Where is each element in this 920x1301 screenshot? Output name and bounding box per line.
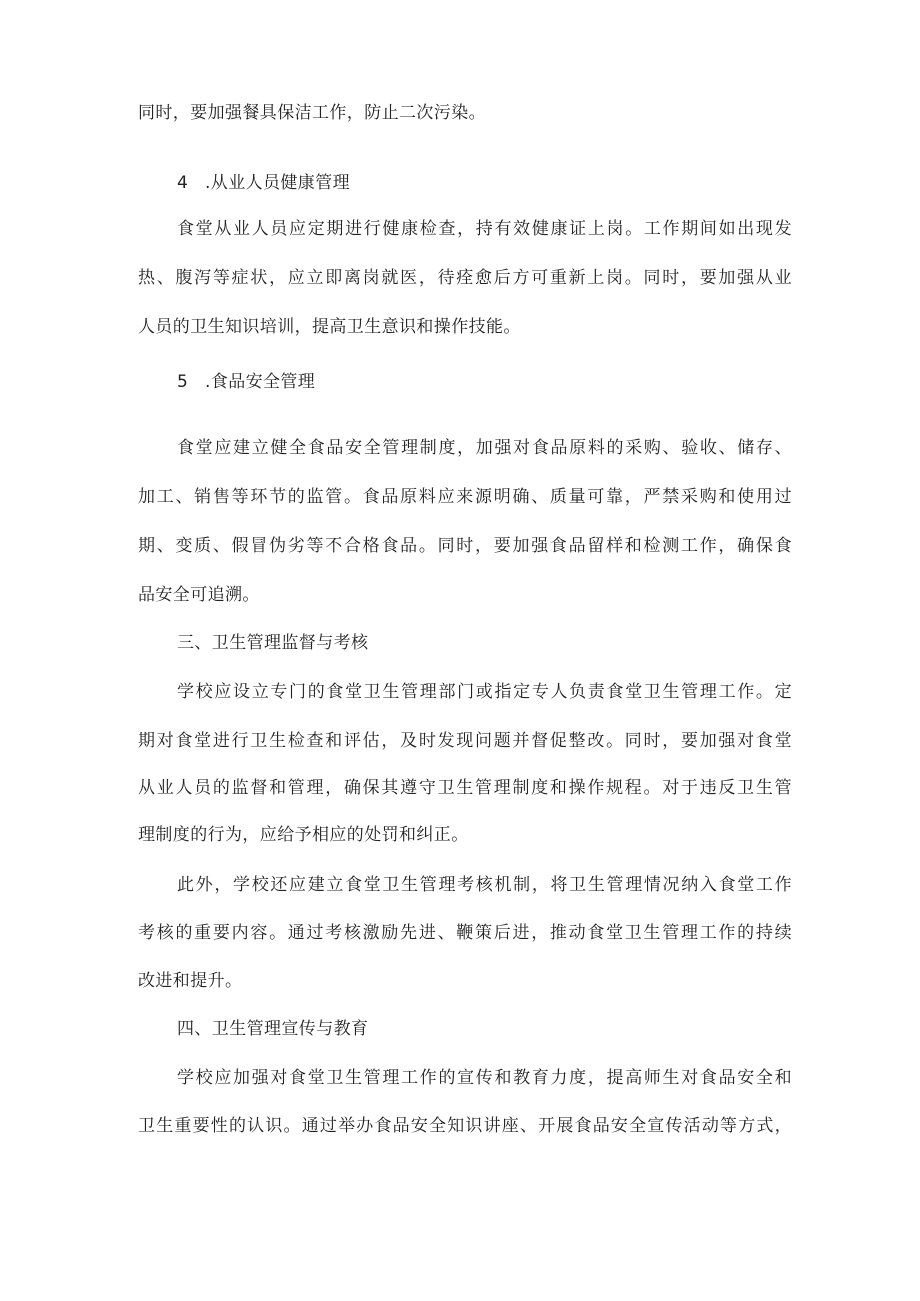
- paragraph-line: 期、变质、假冒伪劣等不合格食品。同时，要加强食品留样和检测工作，确保食: [138, 536, 792, 556]
- paragraph-line: 卫生重要性的认识。通过举办食品安全知识讲座、开展食品安全宣传活动等方式，: [138, 1116, 792, 1136]
- paragraph-line: 学校应加强对食堂卫生管理工作的宣传和教育力度，提高师生对食品安全和: [177, 1068, 792, 1088]
- paragraph-line: 人员的卫生知识培训，提高卫生意识和操作技能。: [138, 317, 521, 337]
- part-heading-3: 三、卫生管理监督与考核: [177, 633, 369, 653]
- part-heading-4: 四、卫生管理宣传与教育: [177, 1019, 369, 1039]
- paragraph-line: 理制度的行为，应给予相应的处罚和纠正。: [138, 825, 469, 845]
- paragraph-line: 食堂应建立健全食品安全管理制度，加强对食品原料的采购、验收、储存、: [177, 438, 792, 458]
- paragraph-line: 加工、销售等环节的监管。食品原料应来源明确、质量可靠，严禁采购和使用过: [138, 487, 792, 507]
- paragraph-line: 期对食堂进行卫生检查和评估，及时发现问题并督促整改。同时，要加强对食堂: [138, 731, 792, 751]
- section-title: .食品安全管理: [205, 372, 316, 392]
- paragraph-line: 从业人员的监督和管理，确保其遵守卫生管理制度和操作规程。对于违反卫生管: [138, 778, 792, 798]
- paragraph-line: 考核的重要内容。通过考核激励先进、鞭策后进，推动食堂卫生管理工作的持续: [138, 923, 792, 943]
- paragraph-line: 改进和提升。: [138, 971, 243, 991]
- paragraph-line: 热、腹泻等症状，应立即离岗就医，待痊愈后方可重新上岗。同时，要加强从业: [138, 268, 792, 288]
- section-number: 5: [177, 372, 189, 392]
- paragraph-line: 此外，学校还应建立食堂卫生管理考核机制，将卫生管理情况纳入食堂工作: [177, 875, 792, 895]
- section-heading-4: [177, 171, 350, 195]
- paragraph-line: 食堂从业人员应定期进行健康检查，持有效健康证上岗。工作期间如出现发: [177, 219, 792, 239]
- paragraph-line: 学校应设立专门的食堂卫生管理部门或指定专人负责食堂卫生管理工作。定: [177, 682, 792, 702]
- section-number: 4: [177, 173, 189, 193]
- paragraph-line: 品安全可追溯。: [138, 585, 260, 605]
- section-heading-5: [177, 370, 315, 394]
- section-title: .从业人员健康管理: [205, 173, 351, 193]
- paragraph-line: 同时，要加强餐具保洁工作，防止二次污染。: [138, 103, 486, 123]
